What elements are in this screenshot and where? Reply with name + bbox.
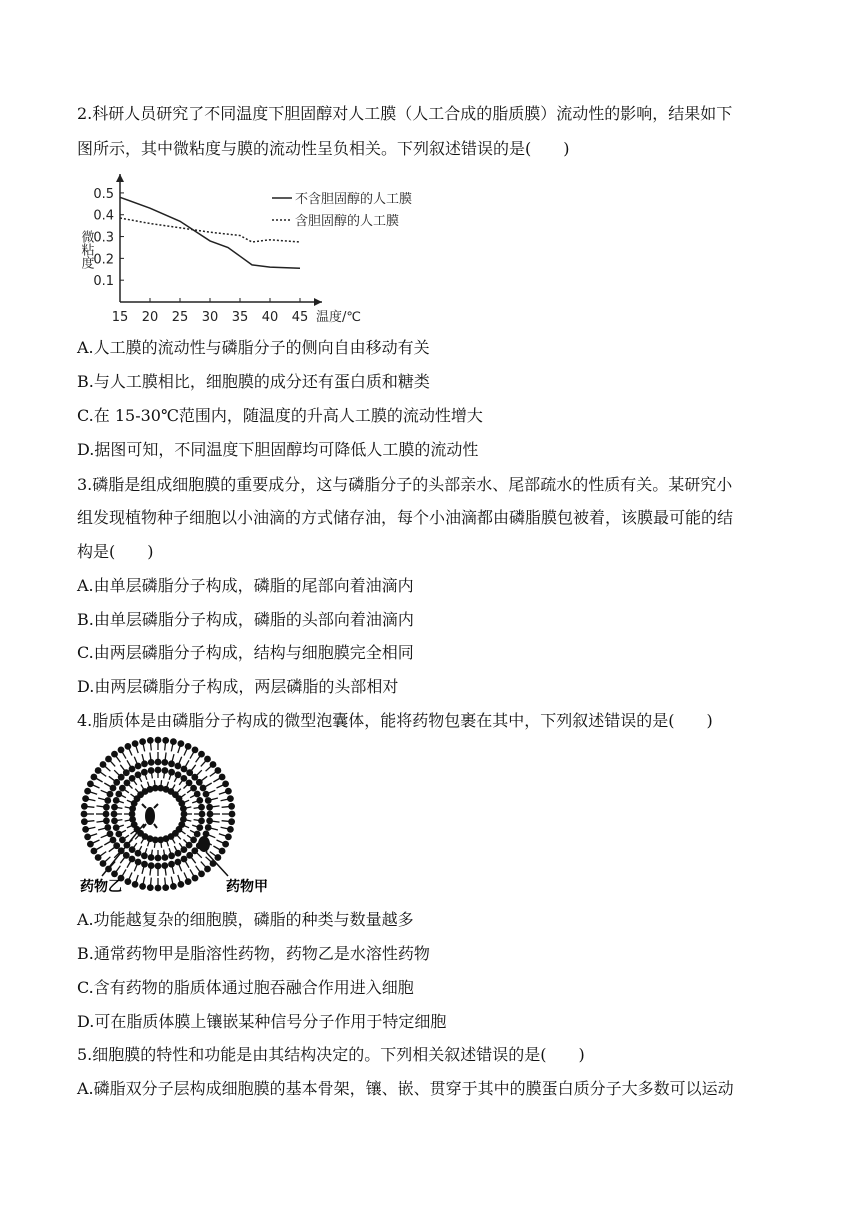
q3-stem-line2: 组发现植物种子细胞以小油滴的方式储存油，每个小油滴都由磷脂膜包被着，该膜最可能的结 — [77, 508, 734, 527]
drug-jia-label: 药物甲 — [226, 879, 268, 895]
drug-jia-icon — [198, 836, 210, 852]
outer-lipid-head — [132, 740, 139, 747]
inner-inner-lipid-tail — [161, 840, 162, 848]
viscosity-chart — [72, 172, 452, 332]
q4-option-d: D.可在脂质体膜上镶嵌某种信号分子作用于特定细胞 — [77, 1012, 447, 1031]
x-tick-label: 30 — [201, 310, 219, 325]
inner-lipid-head — [141, 852, 148, 859]
outer-lipid-head — [225, 834, 232, 841]
q3-option-a: A.由单层磷脂分子构成，磷脂的尾部向着油滴内 — [77, 576, 414, 595]
inner-lipid-head — [115, 831, 122, 838]
y-tick-label: 0.4 — [93, 208, 114, 224]
inner-lipid-head — [168, 769, 175, 776]
outer-lipid-head — [84, 834, 91, 841]
y-axis-arrow — [116, 174, 124, 182]
series-line-1 — [120, 197, 300, 268]
q2-stem-line2: 图所示，其中微粘度与膜的流动性呈负相关。下列叙述错误的是( ) — [77, 139, 570, 158]
outer-lipid-tail — [201, 759, 208, 766]
inner-lipid-head — [141, 769, 148, 776]
outer-inner-lipid-head — [135, 859, 142, 866]
q3-stem-line1: 3.磷脂是组成细胞膜的重要成分，这与磷脂分子的头部亲水、尾部疏水的性质有关。某研究小 — [77, 475, 733, 494]
outer-lipid-head — [178, 881, 185, 888]
chart-ticks — [79, 187, 361, 325]
x-tick-label: 40 — [261, 310, 279, 325]
outer-lipid-tail — [109, 759, 116, 766]
outer-lipid-head — [132, 881, 139, 888]
outer-inner-lipid-tail — [195, 770, 202, 777]
q4-option-a: A.功能越复杂的细胞膜，磷脂的种类与数量越多 — [77, 910, 414, 929]
q4-option-c: C.含有药物的脂质体通过胞吞融合作用进入细胞 — [77, 978, 414, 997]
outer-inner-lipid-head — [175, 859, 182, 866]
y-tick-label: 0.5 — [93, 186, 114, 202]
inner-lipid-head — [115, 791, 122, 798]
inner-inner-lipid-tail — [154, 840, 155, 848]
q2-option-a: A.人工膜的流动性与磷脂分子的侧向自由移动有关 — [77, 338, 430, 357]
y-tick-label: 0.1 — [93, 274, 114, 290]
x-axis-arrow — [314, 298, 322, 306]
q3-stem-line3: 构是( ) — [77, 542, 154, 561]
q2-option-b: B.与人工膜相比，细胞膜的成分还有蛋白质和糖类 — [77, 372, 430, 391]
q4-stem: 4.脂质体是由磷脂分子构成的微型泡囊体，能将药物包裹在其中，下列叙述错误的是( ) — [77, 711, 713, 730]
q3-option-d: D.由两层磷脂分子构成，两层磷脂的头部相对 — [77, 677, 399, 696]
inner-lipid-head — [168, 852, 175, 859]
outer-phospholipid-layer — [81, 737, 236, 892]
q2-option-d: D.据图可知，不同温度下胆固醇均可降低人工膜的流动性 — [77, 440, 479, 459]
outer-inner-lipid-tail — [195, 851, 202, 858]
q2-option-c: C.在 15-30℃范围内，随温度的升高人工膜的流动性增大 — [77, 406, 483, 425]
inner-inner-lipid-tail — [161, 780, 162, 788]
chart-axes — [116, 174, 322, 306]
drug-yi-label: 药物乙 — [80, 879, 122, 895]
outer-lipid-tail — [206, 765, 213, 772]
series-line-2 — [120, 218, 300, 242]
q3-option-b: B.由单层磷脂分子构成，磷脂的头部向着油滴内 — [77, 610, 414, 629]
legend-label-1: 不含胆固醇的人工膜 — [295, 192, 413, 207]
x-tick-label: 45 — [291, 310, 309, 325]
q2-stem-line1: 2.科研人员研究了不同温度下胆固醇对人工膜（人工合成的脂质膜）流动性的影响，结果如下 — [77, 104, 733, 123]
outer-inner-lipid-tail — [114, 770, 121, 777]
outer-lipid-head — [178, 740, 185, 747]
y-tick-label: 0.2 — [93, 252, 114, 268]
q4-option-b: B.通常药物甲是脂溶性药物，药物乙是水溶性药物 — [77, 944, 430, 963]
outer-lipid-head — [84, 788, 91, 795]
y-axis-label: 微粘度 — [78, 230, 94, 269]
q3-option-c: C.由两层磷脂分子构成，结构与细胞膜完全相同 — [77, 643, 414, 662]
liposome-diagram — [78, 736, 278, 896]
x-axis-label: 温度/℃ — [316, 310, 361, 325]
x-tick-label: 25 — [171, 310, 189, 325]
outer-lipid-tail — [103, 765, 110, 772]
x-tick-label: 35 — [231, 310, 249, 325]
outer-lipid-tail — [103, 857, 110, 864]
outer-inner-lipid-head — [175, 763, 182, 770]
chart-series — [120, 197, 300, 268]
chart-legend — [272, 191, 412, 229]
outer-lipid-tail — [201, 862, 208, 869]
q5-option-a: A.磷脂双分子层构成细胞膜的基本骨架，镶、嵌、贯穿于其中的膜蛋白质分子大多数可以运动 — [77, 1079, 734, 1098]
legend-label-2: 含胆固醇的人工膜 — [295, 214, 400, 229]
outer-lipid-head — [225, 788, 232, 795]
q5-stem: 5.细胞膜的特性和功能是由其结构决定的。下列相关叙述错误的是( ) — [77, 1045, 585, 1064]
y-tick-label: 0.3 — [93, 230, 114, 246]
x-tick-label: 20 — [141, 310, 159, 325]
outer-inner-lipid-head — [135, 763, 142, 770]
inner-inner-lipid-tail — [154, 780, 155, 788]
x-tick-label: 15 — [111, 310, 129, 325]
